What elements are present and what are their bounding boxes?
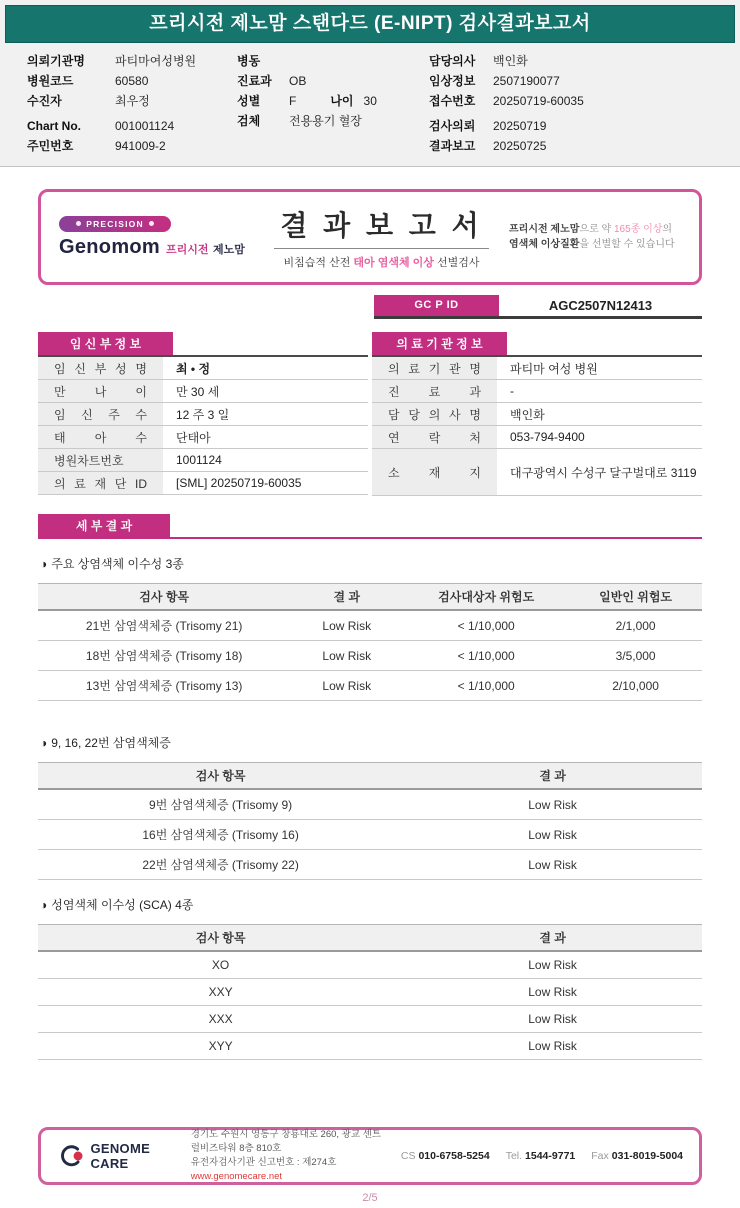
info-tables bbox=[38, 332, 702, 496]
table-row bbox=[38, 1006, 702, 1033]
col-header: 결 과 bbox=[539, 931, 566, 945]
contact-info bbox=[401, 1150, 683, 1162]
info-row bbox=[429, 51, 729, 71]
genome-care-mark-icon bbox=[57, 1142, 84, 1170]
note-text: 으로 약 bbox=[579, 223, 614, 235]
contact-cs: CS 010-6758-5254 bbox=[400, 1150, 490, 1162]
field-label: 진료과 bbox=[237, 74, 272, 88]
table-row bbox=[38, 403, 368, 426]
field-label: 병원코드 bbox=[27, 74, 74, 88]
page-number: 2/5 bbox=[362, 1192, 378, 1204]
field-value: 60580 bbox=[115, 74, 149, 88]
row-label: 의 료 재 단 ID bbox=[38, 472, 163, 494]
info-row bbox=[237, 91, 429, 111]
test-item: 16번 삼염색체증 (Trisomy 16) bbox=[142, 828, 299, 842]
test-item: XYY bbox=[208, 1039, 233, 1053]
table-row bbox=[38, 472, 368, 495]
row-label: 연 락 처 bbox=[372, 426, 497, 448]
result-value: Low Risk bbox=[322, 618, 372, 633]
precision-badge-label: PRECISION bbox=[86, 218, 144, 229]
field-label: 나이 bbox=[330, 94, 354, 108]
table-row bbox=[38, 380, 368, 403]
field-value: 20250725 bbox=[493, 139, 547, 153]
field-value: 001001124 bbox=[115, 119, 175, 133]
table-header-row bbox=[38, 925, 702, 952]
col-header: 결 과 bbox=[539, 769, 566, 783]
row-value: 만 30 세 bbox=[176, 384, 220, 399]
result-value: Low Risk bbox=[528, 827, 577, 842]
half-circle-bullet-icon: ◑ bbox=[40, 557, 48, 571]
report-title: 결 과 보 고 서 bbox=[280, 210, 483, 241]
address-line1: 경기도 수원시 영통구 창룡대로 260, 광교 센트럴비즈타워 8층 810호 bbox=[190, 1128, 382, 1154]
info-row bbox=[27, 91, 237, 111]
mother-info-rows bbox=[38, 355, 368, 495]
row-label: 소 재 지 bbox=[372, 449, 497, 495]
result-value: Low Risk bbox=[528, 1039, 577, 1053]
sca-results-table bbox=[38, 924, 702, 1060]
patient-info-col3 bbox=[429, 51, 729, 156]
patient-info-panel bbox=[5, 43, 735, 156]
contact-fax: Fax 031-8019-5004 bbox=[591, 1150, 683, 1162]
row-value: 12 주 3 일 bbox=[176, 407, 230, 422]
autosome-results-table bbox=[38, 583, 702, 701]
info-row bbox=[429, 136, 729, 156]
brand-kr-dark: 제노맘 bbox=[212, 243, 245, 256]
clinic-info-title: 의 료 기 관 정 보 bbox=[372, 332, 507, 355]
note-text: 을 선별할 수 있습니다 bbox=[579, 239, 675, 250]
table-row bbox=[38, 850, 702, 880]
test-item: XXY bbox=[208, 985, 233, 999]
info-row bbox=[237, 111, 429, 131]
subject-risk: < 1/10,000 bbox=[457, 618, 515, 633]
patient-info-col1 bbox=[27, 51, 237, 156]
genome-care-logo bbox=[57, 1141, 178, 1171]
field-label: 임상정보 bbox=[429, 74, 476, 88]
table-row bbox=[38, 1033, 702, 1060]
clinic-info-table bbox=[372, 332, 702, 496]
info-row bbox=[27, 51, 237, 71]
row-value: 단태아 bbox=[176, 430, 211, 445]
subtitle-highlight: 태아 염색체 이상 bbox=[353, 257, 434, 269]
banner-note bbox=[509, 222, 681, 253]
subject-risk: < 1/10,000 bbox=[457, 648, 515, 663]
company-address bbox=[191, 1128, 388, 1185]
test-item: XXX bbox=[208, 1012, 233, 1026]
result-value: Low Risk bbox=[528, 1012, 577, 1026]
result-value: Low Risk bbox=[528, 958, 577, 972]
table-row bbox=[372, 380, 702, 403]
population-risk: 2/10,000 bbox=[612, 678, 659, 693]
address-line2: 유전자검사기관 신고번호 : 제274호 bbox=[190, 1157, 337, 1168]
row-label: 진 료 과 bbox=[372, 380, 497, 402]
test-item: 22번 삼염색체증 (Trisomy 22) bbox=[142, 858, 299, 872]
patient-info-col2 bbox=[237, 51, 429, 156]
report-banner bbox=[38, 189, 702, 285]
field-value: 전용용기 혈장 bbox=[289, 114, 362, 128]
row-label: 태 아 수 bbox=[38, 426, 163, 448]
info-row bbox=[237, 71, 429, 91]
result-value: Low Risk bbox=[528, 797, 577, 812]
row-value: 053-794-9400 bbox=[510, 430, 585, 444]
table-row bbox=[372, 357, 702, 380]
website-link[interactable]: www.genomecare.net bbox=[190, 1171, 283, 1183]
badge-dot-icon bbox=[76, 221, 81, 226]
table-header-row bbox=[38, 584, 702, 611]
detail-results-header bbox=[38, 514, 702, 539]
info-row bbox=[237, 51, 429, 71]
population-risk: 2/1,000 bbox=[615, 618, 656, 633]
test-item: 21번 삼염색체증 (Trisomy 21) bbox=[85, 619, 243, 633]
result-value: Low Risk bbox=[322, 648, 372, 663]
subtitle-prefix: 비침습적 산전 bbox=[283, 257, 354, 269]
table-row bbox=[38, 979, 702, 1006]
title-divider bbox=[274, 248, 489, 249]
note-text: 의 bbox=[662, 223, 673, 235]
row-label: 만 나 이 bbox=[38, 380, 163, 402]
info-row bbox=[429, 91, 729, 111]
subtitle-suffix: 선별검사 bbox=[433, 257, 480, 269]
gcpid-value: AGC2507N12413 bbox=[548, 298, 653, 313]
row-value: 1001124 bbox=[176, 453, 222, 467]
field-label: 주민번호 bbox=[27, 139, 74, 153]
subject-risk: < 1/10,000 bbox=[457, 678, 515, 693]
field-value: 20250719 bbox=[493, 119, 547, 133]
population-risk: 3/5,000 bbox=[615, 648, 656, 663]
row-label: 임 신 부 성 명 bbox=[38, 357, 163, 379]
gcpid-row bbox=[374, 295, 702, 319]
group-title: ◑ 9, 16, 22번 삼염색체증 bbox=[40, 736, 171, 750]
field-label: 결과보고 bbox=[429, 139, 476, 153]
field-value: 파티마여성병원 bbox=[115, 54, 197, 68]
clinic-info-rows bbox=[372, 355, 702, 496]
mother-info-title: 임 신 부 정 보 bbox=[38, 332, 173, 355]
col-header: 일반인 위험도 bbox=[599, 590, 673, 604]
info-row bbox=[27, 136, 237, 156]
info-row bbox=[27, 71, 237, 91]
note-pink: 165종 이상 bbox=[613, 223, 663, 235]
genomom-logo bbox=[59, 216, 254, 259]
company-name: GENOME CARE bbox=[90, 1141, 151, 1171]
field-value: 2507190077 bbox=[493, 74, 560, 88]
half-circle-bullet-icon: ◑ bbox=[40, 898, 48, 912]
row-value: 최 • 정 bbox=[176, 361, 211, 376]
table-row bbox=[38, 820, 702, 850]
field-value: 30 bbox=[363, 94, 377, 108]
row-label: 의 료 기 관 명 bbox=[372, 357, 497, 379]
brand-line bbox=[59, 236, 254, 259]
test-item: 9번 삼염색체증 (Trisomy 9) bbox=[149, 798, 293, 812]
half-circle-bullet-icon: ◑ bbox=[40, 736, 48, 750]
page-title: 프리시전 제노맘 스탠다드 (E-NIPT) 검사결과보고서 bbox=[5, 5, 735, 43]
table-row bbox=[38, 951, 702, 979]
trisomy-9-16-22-table bbox=[38, 762, 702, 880]
field-label: 의뢰기관명 bbox=[27, 54, 85, 68]
result-value: Low Risk bbox=[528, 985, 577, 999]
report-body bbox=[0, 167, 740, 1127]
table-row bbox=[372, 426, 702, 449]
field-label: 검체 bbox=[237, 114, 261, 128]
field-value: OB bbox=[289, 74, 307, 88]
result-value: Low Risk bbox=[322, 678, 372, 693]
field-value: 20250719-60035 bbox=[493, 94, 584, 108]
group-title: ◑ 성염색체 이수성 (SCA) 4종 bbox=[40, 898, 194, 912]
brand-name: Genomom bbox=[59, 235, 160, 258]
footer-box bbox=[38, 1127, 702, 1185]
row-label: 임 신 주 수 bbox=[38, 403, 163, 425]
table-row bbox=[38, 641, 702, 671]
result-value: Low Risk bbox=[528, 857, 577, 872]
row-value: 백인화 bbox=[510, 407, 545, 422]
test-item: XO bbox=[211, 958, 230, 972]
banner-center bbox=[254, 204, 509, 270]
field-value: 최우정 bbox=[115, 94, 150, 108]
field-value: 백인화 bbox=[493, 54, 528, 68]
info-row bbox=[27, 116, 237, 136]
info-row bbox=[429, 116, 729, 136]
field-label: 수진자 bbox=[27, 94, 62, 108]
test-item: 18번 삼염색체증 (Trisomy 18) bbox=[85, 649, 243, 663]
row-label: 담 당 의 사 명 bbox=[372, 403, 497, 425]
field-label: Chart No. bbox=[27, 119, 81, 133]
col-header: 결 과 bbox=[333, 590, 361, 604]
brand-subtitle bbox=[166, 240, 245, 258]
badge-dot-icon bbox=[149, 221, 154, 226]
table-row bbox=[372, 403, 702, 426]
footer bbox=[0, 1127, 740, 1208]
table-row bbox=[38, 426, 368, 449]
test-item: 13번 삼염색체증 (Trisomy 13) bbox=[85, 679, 243, 693]
gcpid-label: GC P ID bbox=[374, 295, 499, 316]
table-header-row bbox=[38, 763, 702, 790]
contact-tel: Tel. 1544-9771 bbox=[505, 1150, 576, 1162]
row-value: [SML] 20250719-60035 bbox=[176, 476, 302, 490]
field-value: 941009-2 bbox=[115, 139, 166, 153]
mother-info-table bbox=[38, 332, 368, 496]
info-row bbox=[429, 71, 729, 91]
field-label: 담당의사 bbox=[429, 54, 476, 68]
group-title: ◑ 주요 상염색체 이수성 3종 bbox=[40, 557, 184, 571]
report-subtitle bbox=[254, 254, 509, 270]
table-row bbox=[38, 449, 368, 472]
col-header: 검사 항목 bbox=[195, 769, 246, 783]
table-row bbox=[38, 610, 702, 641]
col-header: 검사 항목 bbox=[139, 590, 189, 604]
field-label: 성별 bbox=[237, 94, 261, 108]
detail-results-title: 세 부 결 과 bbox=[38, 514, 170, 537]
row-value: 대구광역시 수성구 달구벌대로 3119 bbox=[510, 465, 697, 480]
table-row bbox=[38, 789, 702, 820]
top-section bbox=[0, 0, 740, 167]
table-row bbox=[372, 449, 702, 496]
field-label: 병동 bbox=[237, 54, 261, 68]
precision-badge bbox=[59, 216, 171, 232]
row-value: 파티마 여성 병원 bbox=[510, 361, 598, 376]
note-bold: 프리시전 제노맘 bbox=[509, 223, 580, 235]
col-header: 검사대상자 위험도 bbox=[438, 590, 535, 604]
field-value: F bbox=[289, 94, 297, 108]
field-label: 접수번호 bbox=[429, 94, 476, 108]
table-row bbox=[38, 357, 368, 380]
row-value: - bbox=[510, 384, 514, 398]
col-header: 검사 항목 bbox=[195, 931, 246, 945]
table-row bbox=[38, 671, 702, 701]
row-label: 병원차트번호 bbox=[38, 449, 163, 471]
brand-kr-pink: 프리시전 bbox=[166, 243, 209, 256]
field-label: 검사의뢰 bbox=[429, 119, 476, 133]
note-bold: 염색체 이상질환 bbox=[509, 239, 580, 250]
